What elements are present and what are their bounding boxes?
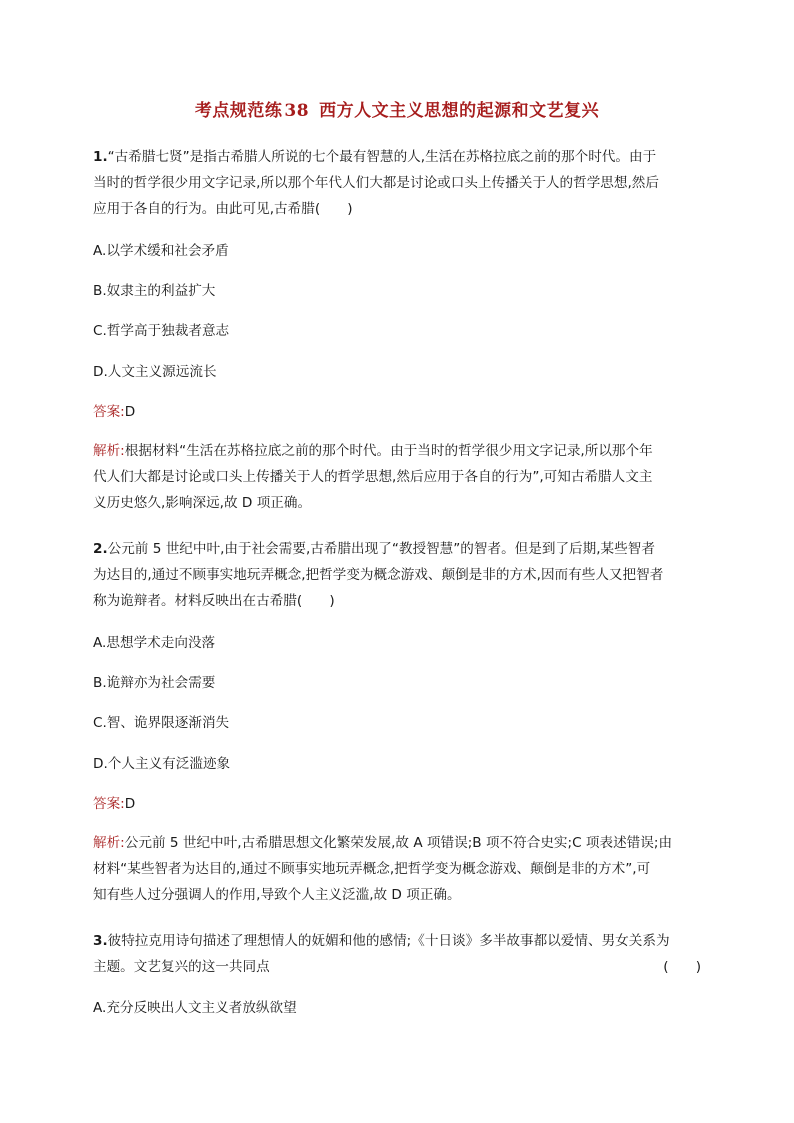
- question-line: 彼特拉克用诗句描述了理想情人的妩媚和他的感情;《十日谈》多半故事都以爱情、男女关系为: [107, 933, 670, 949]
- question-2-answer: [93, 793, 135, 815]
- question-3-option-a: A.充分反映出人文主义者放纵欲望: [93, 1000, 297, 1016]
- question-1-option-c: C.哲学高于独裁者意志: [93, 323, 230, 339]
- analysis-line: 公元前 5 世纪中叶,古希腊思想文化繁荣发展,故 A 项错误;B 项不符合史实;C 项表述错误;由: [124, 835, 673, 851]
- answer-value: D: [124, 796, 136, 812]
- question-line: 公元前 5 世纪中叶,由于社会需要,古希腊出现了“教授智慧”的智者。但是到了后期,某些智者: [107, 541, 655, 557]
- question-2-option-d: D.个人主义有泛滥迹象: [93, 756, 231, 772]
- question-1-option-a: A.以学术缓和社会矛盾: [93, 243, 229, 259]
- page-title: [0, 96, 794, 121]
- question-1-analysis: [93, 438, 705, 516]
- question-2-option-a: A.思想学术走向没落: [93, 635, 216, 651]
- question-2-stem: [93, 536, 705, 614]
- analysis-line: 材料“某些智者为达目的,通过不顾事实地玩弄概念,把哲学变为概念游戏、颠倒是非的方术”,可: [93, 861, 651, 877]
- question-number: 1.: [93, 149, 108, 165]
- analysis-line: 根据材料“生活在苏格拉底之前的那个时代。由于当时的哲学很少用文字记录,所以那个年: [124, 443, 653, 459]
- question-1-stem: [93, 144, 705, 222]
- question-1-option-b: B.奴隶主的利益扩大: [93, 283, 216, 299]
- title-prefix: 考点规范练: [194, 101, 283, 121]
- title-number: 38: [284, 101, 310, 121]
- analysis-line: 义历史悠久,影响深远,故 D 项正确。: [93, 495, 312, 511]
- question-line: “古希腊七贤”是指古希腊人所说的七个最有智慧的人,生活在苏格拉底之前的那个时代。由于: [107, 149, 657, 165]
- question-2-option-c: C.智、诡界限逐渐消失: [93, 715, 230, 731]
- analysis-label: 解析:: [93, 835, 125, 851]
- question-number: 3.: [93, 933, 108, 949]
- question-1-answer: [93, 401, 135, 423]
- answer-value: D: [124, 404, 136, 420]
- question-2-analysis: [93, 830, 705, 908]
- question-number: 2.: [93, 541, 108, 557]
- answer-paren: ( ): [663, 959, 701, 975]
- analysis-line: 代人们大都是讨论或口头上传播关于人的哲学思想,然后应用于各自的行为”,可知古希腊人文主: [93, 469, 653, 485]
- question-3-stem: [93, 928, 705, 980]
- answer-label: 答案:: [93, 404, 125, 420]
- analysis-line: 知有些人过分强调人的作用,导致个人主义泛滥,故 D 项正确。: [93, 887, 461, 903]
- question-1-option-d: D.人文主义源远流长: [93, 364, 217, 380]
- question-line: 称为诡辩者。材料反映出在古希腊( ): [93, 593, 335, 609]
- question-line: 当时的哲学很少用文字记录,所以那个年代人们大都是讨论或口头上传播关于人的哲学思想,然后: [93, 175, 659, 191]
- question-line: 主题。文艺复兴的这一共同点: [93, 959, 270, 975]
- question-2-option-b: B.诡辩亦为社会需要: [93, 675, 216, 691]
- analysis-label: 解析:: [93, 443, 125, 459]
- question-line: 应用于各自的行为。由此可见,古希腊( ): [93, 201, 353, 217]
- question-line: 为达目的,通过不顾事实地玩弄概念,把哲学变为概念游戏、颠倒是非的方术,因而有些人又把智者: [93, 567, 664, 583]
- answer-label: 答案:: [93, 796, 125, 812]
- title-text: 西方人文主义思想的起源和文艺复兴: [319, 101, 600, 121]
